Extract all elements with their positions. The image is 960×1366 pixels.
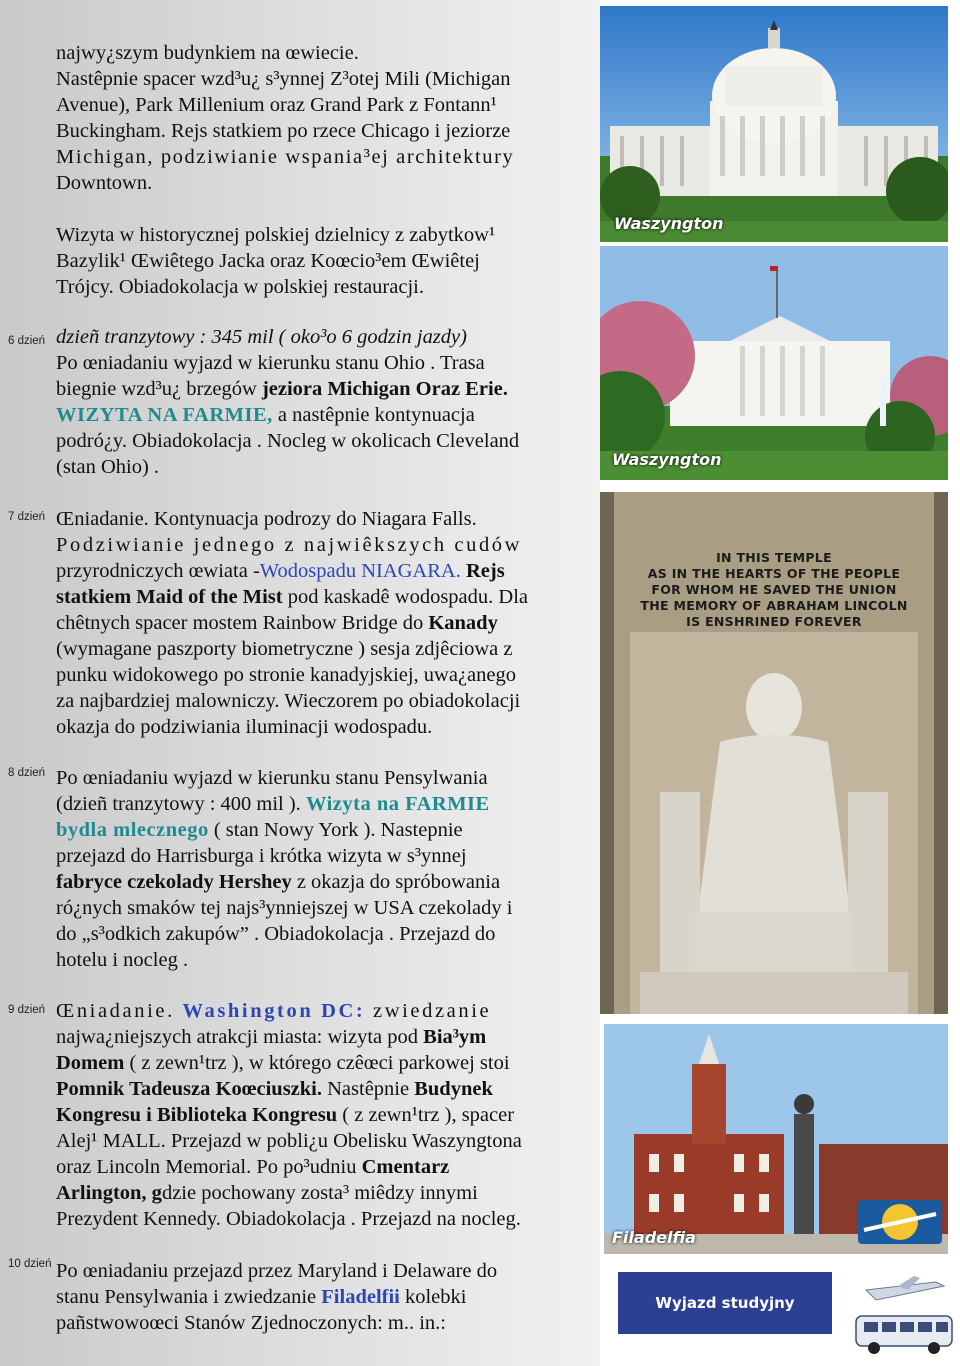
text-span: ( stan Nowy York ). Nastepnie: [208, 819, 463, 841]
text-span: kolebki: [399, 1286, 467, 1308]
highlight-lakes: jeziora Michigan Oraz Erie.: [261, 378, 508, 400]
day-label: 6 dzień: [8, 335, 46, 347]
text-line: Po œniadaniu wyjazd w kierunku stanu Ohio . Trasa: [56, 352, 485, 374]
highlight-washington: Washington DC:: [182, 1000, 366, 1022]
text-line: Michigan, podziwianie wspania³ej architektury: [56, 146, 515, 168]
text-span: oraz Lincoln Memorial. Po po³udniu: [56, 1156, 362, 1178]
highlight-dairy: bydla mlecznego: [56, 819, 209, 841]
text-line: najwy¿szym budynkiem na œwiecie.: [56, 42, 359, 64]
text-span: a nastêpnie kontynuacja: [272, 404, 475, 426]
text-line: hotelu i nocleg .: [56, 949, 189, 971]
text-line: Po œniadaniu przejazd przez Maryland i Delaware do: [56, 1260, 498, 1282]
text-line: Po œniadaniu wyjazd w kierunku stanu Pensylwania: [56, 767, 488, 789]
badge-label: Wyjazd studyjny: [655, 1294, 795, 1312]
text-line: podró¿y. Obiadokolacja . Nocleg w okolicach Cleveland: [56, 430, 520, 452]
highlight-kosciuszko: Pomnik Tadeusza Koœciuszki.: [56, 1078, 322, 1100]
day10-section: [56, 1258, 582, 1336]
logo-graphic: [858, 1200, 942, 1244]
lincoln-memorial-photo: [600, 492, 948, 1014]
text-line: (wymagane paszporty biometryczne ) sesja zdjêciowa z: [56, 638, 513, 660]
day9-section: [56, 998, 582, 1232]
photo-caption: Waszyngton: [614, 214, 724, 233]
highlight-capitol: Budynek: [414, 1078, 493, 1100]
white-house-illustration: [600, 246, 948, 480]
highlight-cemetery: Cmentarz: [361, 1156, 450, 1178]
text-span: Œniadanie.: [56, 1000, 183, 1022]
highlight-arlington: Arlington, g: [56, 1182, 162, 1204]
text-line: Wizyta w historycznej polskiej dzielnicy z zabytkow¹: [56, 224, 496, 246]
inscription-line: IN THIS TEMPLE: [716, 550, 832, 565]
highlight-philadelphia: Filadelfii: [321, 1286, 400, 1308]
text-span: zwiedzanie: [365, 1000, 492, 1022]
text-span: Rejs: [460, 560, 505, 582]
text-span: chêtnych spacer mostem Rainbow Bridge do: [56, 612, 429, 634]
photo-caption: Filadelfia: [612, 1228, 696, 1247]
capitol-illustration: [600, 6, 948, 242]
text-span: z okazja do spróbowania: [291, 871, 501, 893]
highlight-white-house: Bia³ym: [423, 1026, 487, 1048]
highlight-maid-of-the-mist: statkiem Maid of the Mist: [56, 586, 283, 608]
highlight-canada: Kanady: [428, 612, 498, 634]
day-label: 7 dzień: [8, 511, 46, 523]
text-line: punku widokowego po stronie kanadyjskiej, uwa¿anego: [56, 664, 517, 686]
text-span: biegnie wzd³u¿ brzegów: [56, 378, 262, 400]
day-label: 9 dzień: [8, 1004, 46, 1016]
text-span: pod kaskadê wodospadu. Dla: [282, 586, 528, 608]
text-line: okazja do podziwiania iluminacji wodospadu.: [56, 716, 433, 738]
day7-section: [56, 506, 582, 740]
text-span: ( z zewn¹trz ), spacer: [337, 1104, 515, 1126]
text-line: Prezydent Kennedy. Obiadokolacja . Przejazd na nocleg.: [56, 1208, 521, 1230]
text-span: stanu Pensylwania i zwiedzanie: [56, 1286, 322, 1308]
highlight-niagara: Wodospadu NIAGARA.: [259, 560, 461, 582]
text-line: Podziwianie jednego z najwiêkszych cudów: [56, 534, 523, 556]
day-label: 8 dzień: [8, 767, 46, 779]
text-span: przyrodniczych œwiata -: [56, 560, 260, 582]
text-span: najwa¿niejszych atrakcji miasta: wizyta pod: [56, 1026, 424, 1048]
text-line: Avenue), Park Millenium oraz Grand Park z Fontann¹: [56, 94, 497, 116]
white-house-photo: [600, 246, 948, 480]
text-line: do „s³odkich zakupów” . Obiadokolacja . Przejazd do: [56, 923, 496, 945]
text-line: Bazylik¹ Œwiêtego Jacka oraz Koœcio³em Œwiêtej: [56, 250, 480, 272]
company-logo: [858, 1200, 942, 1244]
capitol-photo: [600, 6, 948, 242]
highlight-hershey: fabryce czekolady Hershey: [56, 871, 292, 893]
text-line: Œniadanie. Kontynuacja podrozy do Niagara Falls.: [56, 508, 477, 530]
text-line: Alej¹ MALL. Przejazd w pobli¿u Obelisku Waszyngtona: [56, 1130, 522, 1152]
text-line: przejazd do Harrisburga i krótka wizyta w s³ynnej: [56, 845, 467, 867]
text-line: Nastêpnie spacer wzd³u¿ s³ynnej Z³otej Mili (Michigan: [56, 68, 511, 90]
day-label: 10 dzień: [8, 1258, 52, 1270]
highlight-white-house: Domem: [56, 1052, 125, 1074]
text-line: Buckingham. Rejs statkiem po rzece Chicago i jeziorze: [56, 120, 511, 142]
inscription-line: FOR WHOM HE SAVED THE UNION: [651, 582, 897, 597]
inscription-line: AS IN THE HEARTS OF THE PEOPLE: [647, 566, 901, 581]
text-line: (stan Ohio) .: [56, 456, 160, 478]
photo-caption: Waszyngton: [612, 450, 722, 469]
day8-section: [56, 765, 582, 973]
text-line: pañstwowoœci Stanów Zjednoczonych: m.. in.:: [56, 1312, 447, 1334]
text-line: Downtown.: [56, 172, 153, 194]
study-trip-badge: [618, 1272, 832, 1334]
day5-continuation: [56, 40, 582, 300]
inscription-line: THE MEMORY OF ABRAHAM LINCOLN: [640, 598, 908, 613]
highlight-capitol: Kongresu i Biblioteka Kongresu: [56, 1104, 338, 1126]
text-span: dzie pochowany zosta³ miêdzy innymi: [161, 1182, 478, 1204]
philadelphia-photo: [604, 1024, 948, 1254]
inscription-line: IS ENSHRINED FOREVER: [686, 614, 862, 629]
text-span: Nastêpnie: [322, 1078, 415, 1100]
day6-section: [56, 324, 582, 480]
text-line: Trójcy. Obiadokolacja w polskiej restauracji.: [56, 276, 424, 298]
text-span: ( z zewn¹trz ), w którego czêœci parkowej stoi: [124, 1052, 510, 1074]
text-line: dzieñ tranzytowy : 345 mil ( oko³o 6 godzin jazdy): [56, 326, 467, 348]
text-line: ró¿nych smaków tej najs³ynniejszej w USA czekolady i: [56, 897, 513, 919]
lincoln-inscription: [600, 550, 948, 630]
highlight-farm: Wizyta na FARMIE: [305, 793, 490, 815]
plane-bus-icon: [836, 1276, 956, 1356]
travel-icons: [836, 1276, 956, 1356]
highlight-farm-visit: WIZYTA NA FARMIE,: [56, 404, 273, 426]
text-span: (dzieñ tranzytowy : 400 mil ).: [56, 793, 306, 815]
text-line: za najbardziej malowniczy. Wieczorem po obiadokolacji: [56, 690, 521, 712]
